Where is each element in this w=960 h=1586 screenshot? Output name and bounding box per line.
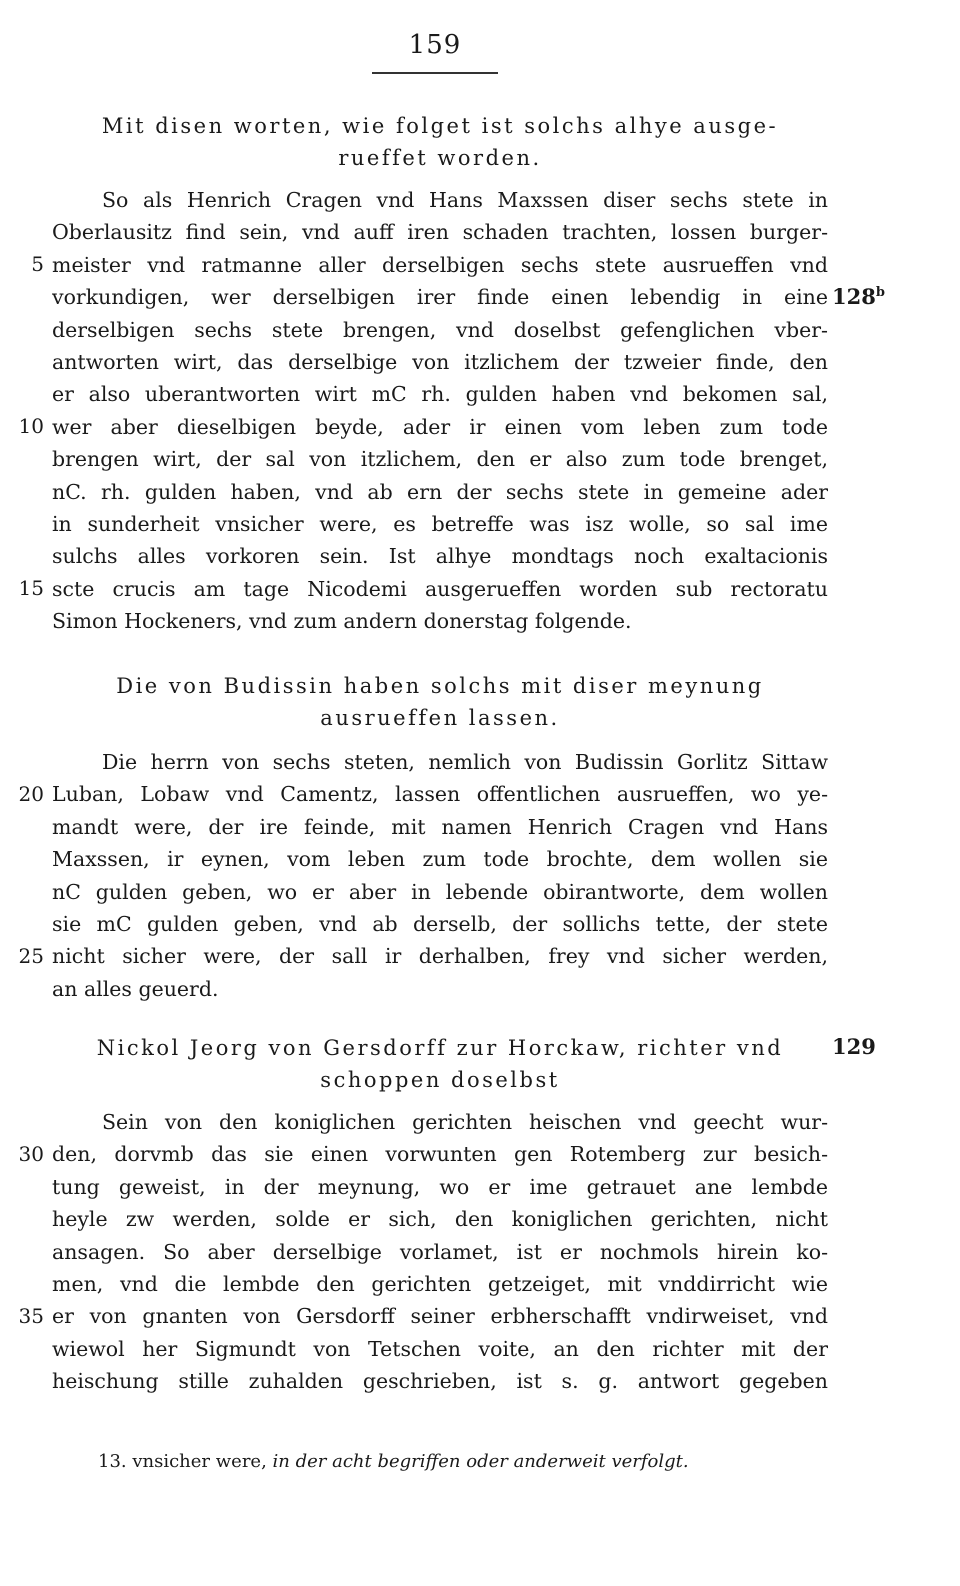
text-line: an alles geuerd.: [52, 976, 219, 1001]
text-line: nC. rh. gulden haben, vnd ab ern der sechs stete in gemeine ader: [52, 479, 828, 504]
heading-line: schoppen doselbst: [320, 1068, 560, 1092]
heading-line: rueffet worden.: [338, 146, 542, 170]
folio-marker: [832, 1034, 876, 1059]
text-line: nC gulden geben, wo er aber in lebende obirantworte, dem wollen: [52, 879, 828, 904]
section-heading-1: [52, 110, 828, 174]
text-line: wer aber dieselbigen beyde, ader ir einen vom leben zum tode: [52, 414, 828, 439]
page-number: 159: [408, 30, 462, 60]
text-line: heyle zw werden, solde er sich, den koniglichen gerichten, nicht: [52, 1207, 828, 1232]
heading-line: ausrueffen lassen.: [320, 706, 560, 730]
line-number: 15: [18, 576, 44, 600]
heading-line: Mit disen worten, wie folget ist solchs alhye ausge-: [101, 114, 779, 138]
text-line: vorkundigen, wer derselbigen irer finde einen lebendig in eine: [52, 285, 828, 310]
text-line: So als Henrich Cragen vnd Hans Maxssen diser sechs stete in: [102, 188, 828, 212]
text-line: tung geweist, in der meynung, wo er ime getrauet ane lembde: [52, 1174, 828, 1199]
text-line: Luban, Lobaw vnd Camentz, lassen offentlichen ausrueffen, wo ye-: [52, 782, 828, 807]
text-line: ansagen. So aber derselbige vorlamet, ist er nochmols hirein ko-: [52, 1239, 828, 1264]
line-number: 5: [31, 252, 44, 276]
section-heading-3: [52, 1032, 828, 1096]
section-heading-2: [52, 670, 828, 734]
header-rule: [372, 72, 498, 74]
heading-line: Die von Budissin haben solchs mit diser meynung: [116, 674, 764, 698]
folio-suffix: b: [875, 285, 885, 300]
text-line: Sein von den koniglichen gerichten heischen vnd geecht wur-: [102, 1110, 828, 1134]
text-line: men, vnd die lembde den gerichten getzeiget, mit vnddirricht wie: [52, 1272, 828, 1297]
line-number: 35: [18, 1304, 44, 1328]
text-line: Die herrn von sechs steten, nemlich von Budissin Gorlitz Sittaw: [102, 750, 828, 774]
text-line: nicht sicher were, der sall ir derhalben, frey vnd sicher werden,: [52, 944, 828, 969]
text-line: heischung stille zuhalden geschrieben, ist s. g. antwort gegeben: [52, 1369, 828, 1394]
line-number: 25: [18, 944, 44, 968]
text-line: Simon Hockeners, vnd zum andern donerstag folgende.: [52, 609, 632, 634]
text-line: sie mC gulden geben, vnd ab derselb, der sollichs tette, der stete: [52, 912, 828, 937]
text-line: antworten wirt, das derselbige von itzlichem der tzweier finde, den: [52, 350, 828, 375]
footnote-text: in der acht begriffen oder anderweit verfolgt.: [272, 1451, 689, 1472]
paragraph-1: [52, 184, 828, 638]
text-line: er also uberantworten wirt mC rh. gulden haben vnd bekomen sal,: [52, 382, 828, 407]
text-line: Oberlausitz find sein, vnd auff iren schaden trachten, lossen burger-: [52, 220, 828, 245]
line-number: 10: [18, 414, 44, 438]
paragraph-3: [52, 1106, 828, 1398]
text-line: mandt were, der ire feinde, mit namen Henrich Cragen vnd Hans: [52, 814, 828, 839]
line-number: 30: [18, 1142, 44, 1166]
text-line: scte crucis am tage Nicodemi ausgerueffen worden sub rectoratu: [52, 576, 828, 601]
heading-line: Nickol Jeorg von Gersdorff zur Horckaw, richter vnd: [96, 1036, 784, 1060]
text-line: sulchs alles vorkoren sein. Ist alhye mondtags noch exaltacionis: [52, 544, 828, 569]
folio-label: 129: [832, 1034, 876, 1059]
footnote-ref: 13. vnsicher were,: [98, 1451, 267, 1472]
folio-marker: [832, 284, 885, 309]
folio-label: 128: [832, 284, 876, 309]
text-line: wiewol her Sigmundt von Tetschen voite, an den richter mit der: [52, 1336, 828, 1361]
text-line: den, dorvmb das sie einen vorwunten gen Rotemberg zur besich-: [52, 1142, 828, 1167]
text-line: brengen wirt, der sal von itzlichem, den er also zum tode brenget,: [52, 447, 828, 472]
text-line: in sunderheit vnsicher were, es betreffe was isz wolle, so sal ime: [52, 512, 828, 537]
line-number: 20: [18, 782, 44, 806]
text-line: derselbigen sechs stete brengen, vnd doselbst gefenglichen vber-: [52, 317, 828, 342]
text-line: meister vnd ratmanne aller derselbigen sechs stete ausrueffen vnd: [52, 252, 828, 277]
text-line: er von gnanten von Gersdorff seiner erbherschafft vndirweiset, vnd: [52, 1304, 828, 1329]
footnote: [98, 1448, 798, 1476]
paragraph-2: [52, 746, 828, 1005]
text-line: Maxssen, ir eynen, vom leben zum tode brochte, dem wollen sie: [52, 847, 828, 872]
